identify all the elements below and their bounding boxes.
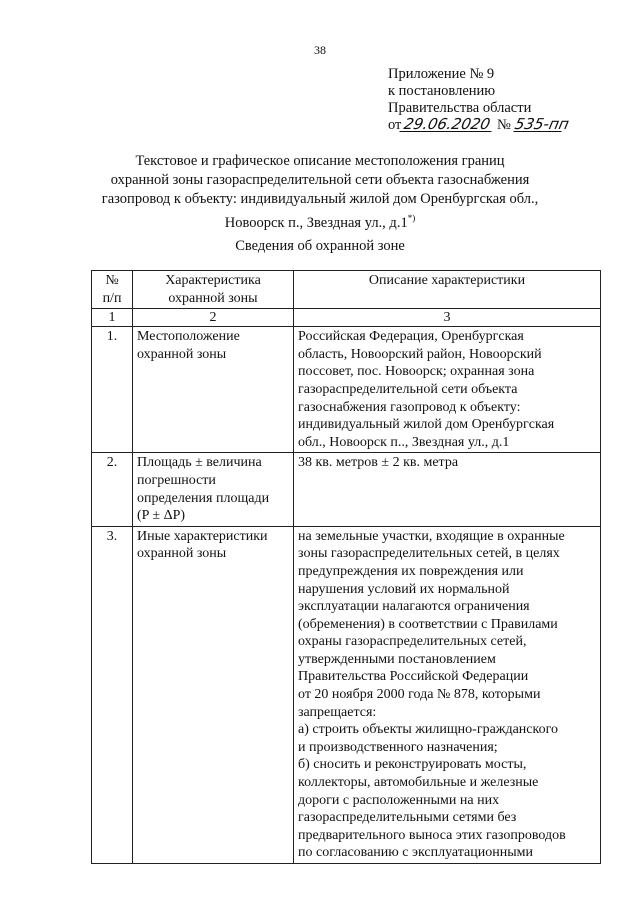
row-1-num: 1. bbox=[92, 327, 133, 453]
row-3-desc-line: а) строить объекты жилищно-гражданского bbox=[298, 722, 558, 738]
index-3: 3 bbox=[294, 309, 601, 327]
header-num-line-2: п/п bbox=[102, 290, 122, 306]
row-1-description bbox=[294, 327, 601, 453]
footnote-mark: *) bbox=[407, 213, 416, 223]
table-index-row bbox=[92, 309, 601, 327]
row-3-desc-line: б) сносить и реконструировать мосты, bbox=[298, 757, 527, 773]
title-line-4: Новоорск п., Звездная ул., д.1 bbox=[224, 214, 408, 231]
appendix-from-prefix: от bbox=[388, 117, 402, 133]
row-3-char-line: Иные характеристики bbox=[137, 528, 268, 544]
row-3-desc-line: утвержденными постановлением bbox=[298, 651, 496, 667]
row-3-desc-line: Правительства Российской Федерации bbox=[298, 669, 529, 685]
row-3-char-line: охранной зоны bbox=[137, 546, 227, 562]
row-2-desc-line: 38 кв. метров ± 2 кв. метра bbox=[298, 455, 459, 471]
header-characteristic bbox=[133, 271, 294, 309]
row-3-desc-line: эксплуатации налагаются ограничения bbox=[298, 599, 530, 615]
row-3-desc-line: на земельные участки, входящие в охранные bbox=[298, 528, 565, 544]
row-1-desc-line: газораспределительной сети объекта bbox=[298, 381, 518, 397]
appendix-block bbox=[388, 66, 571, 134]
row-3-desc-line: по согласованию с эксплуатационными bbox=[298, 845, 533, 861]
row-3-desc-line: зоны газораспределительных сетей, в целях bbox=[298, 546, 560, 562]
header-characteristic-line-1: Характеристика bbox=[165, 273, 261, 288]
row-1-char-line: охранной зоны bbox=[137, 346, 227, 362]
table-header-row bbox=[92, 271, 601, 309]
appendix-date-line bbox=[388, 115, 571, 134]
row-2-num: 2. bbox=[92, 453, 133, 526]
row-1-characteristic bbox=[133, 327, 294, 453]
number-sign: № bbox=[497, 117, 511, 133]
appendix-line-2: к постановлению bbox=[388, 83, 496, 99]
row-3-desc-line: предупреждения их повреждения или bbox=[298, 563, 524, 579]
row-2-char-line: Площадь ± величина bbox=[137, 455, 262, 471]
row-3-desc-line: запрещается: bbox=[298, 704, 377, 720]
header-num bbox=[92, 271, 133, 309]
row-3-description bbox=[294, 526, 601, 863]
table-row bbox=[92, 327, 601, 453]
table-row bbox=[92, 453, 601, 526]
row-1-desc-line: Российская Федерация, Оренбургская bbox=[298, 329, 524, 345]
row-3-desc-line: и производственного назначения; bbox=[298, 739, 498, 755]
title-line-4-wrap bbox=[100, 209, 540, 233]
row-3-characteristic bbox=[133, 526, 294, 863]
appendix-line-1: Приложение № 9 bbox=[388, 66, 495, 82]
row-2-char-line: погрешности bbox=[137, 472, 216, 488]
row-3-num: 3. bbox=[92, 526, 133, 863]
row-1-desc-line: поссовет, пос. Новоорск; охранная зона bbox=[298, 364, 535, 380]
header-description: Описание характеристики bbox=[294, 271, 601, 309]
row-3-desc-line: нарушения условий их нормальной bbox=[298, 581, 510, 597]
row-1-desc-line: индивидуальный жилой дом Оренбургская bbox=[298, 417, 555, 433]
index-2: 2 bbox=[133, 309, 294, 327]
row-3-desc-line: коллекторы, автомобильные и железные bbox=[298, 775, 539, 791]
row-1-desc-line: обл., Новоорск п.., Звездная ул., д.1 bbox=[298, 434, 510, 450]
title-line-3: газопровод к объекту: индивидуальный жилой дом Оренбургская обл., bbox=[101, 191, 539, 207]
index-1: 1 bbox=[92, 309, 133, 327]
section-subtitle: Сведения об охранной зоне bbox=[235, 238, 405, 254]
header-num-line-1: № bbox=[105, 273, 119, 288]
page-number: 38 bbox=[314, 43, 326, 57]
row-3-desc-line: предварительного выноса этих газопроводов bbox=[298, 827, 566, 843]
row-2-char-line: (P ± ΔP) bbox=[137, 508, 186, 524]
title-line-2: охранной зоны газораспределительной сети объекта газоснабжения bbox=[110, 172, 530, 188]
row-1-char-line: Местоположение bbox=[137, 329, 240, 345]
table-row bbox=[92, 526, 601, 863]
row-1-desc-line: область, Новоорский район, Новоорский bbox=[298, 346, 542, 362]
row-2-description bbox=[294, 453, 601, 526]
handwritten-number: 535-пп bbox=[512, 115, 571, 133]
handwritten-date: 29.06.2020 bbox=[400, 117, 495, 132]
title-line-1: Текстовое и графическое описание местоположения границ bbox=[135, 153, 505, 169]
row-2-characteristic bbox=[133, 453, 294, 526]
appendix-line-3: Правительства области bbox=[388, 100, 532, 116]
row-2-char-line: определения площади bbox=[137, 490, 270, 506]
row-3-desc-line: охраны газораспределительных сетей, bbox=[298, 634, 527, 650]
row-3-desc-line: (обременения) в соответствии с Правилами bbox=[298, 616, 558, 632]
row-1-desc-line: газоснабжения газопровод к объекту: bbox=[298, 399, 521, 415]
protection-zone-table bbox=[91, 270, 601, 864]
document-title bbox=[100, 152, 540, 233]
row-3-desc-line: газораспределительными сетями без bbox=[298, 810, 517, 826]
row-3-desc-line: дороги с расположенными на них bbox=[298, 792, 500, 808]
header-characteristic-line-2: охранной зоны bbox=[168, 290, 258, 306]
row-3-desc-line: от 20 ноября 2000 года № 878, которыми bbox=[298, 687, 541, 703]
